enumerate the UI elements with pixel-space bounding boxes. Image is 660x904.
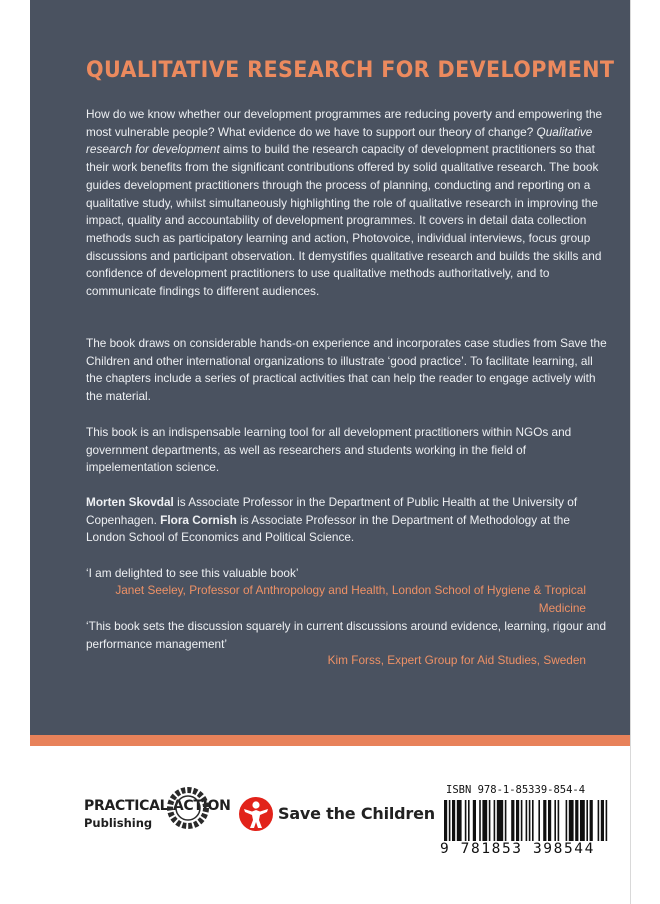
practical-action-publishing-logo: [84, 786, 231, 842]
blurb-paragraph-2: The book draws on considerable hands-on experience and incorporates case studies from Save the Children and other international organizations to illustrate ‘good practice’. To facilitate learning, all the chapters include a series of practical activities that can help the reader to engage actively with the material.: [86, 336, 607, 404]
publisher-subname: Publishing: [84, 816, 153, 830]
author-2-bio: is Associate Professor in the Department of Methodology at the London School of Economics and Political Science.: [86, 512, 570, 545]
author-1-bio: is Associate Professor in the Department of Public Health at the University of Copenhagen.: [86, 495, 578, 527]
endorsement-attribution-2: Kim Forss, Expert Group for Aid Studies, Sweden: [327, 653, 586, 667]
author-bios: [86, 494, 608, 547]
blurb-p1-text-a: How do we know whether our development programmes are reducing poverty and empowering the most vulnerable people? What evidence do we have to support our theory of change?: [86, 107, 603, 139]
author-2-name: Flora Cornish: [160, 512, 237, 527]
blurb-p1-text-b: aims to build the research capacity of development practitioners so that their work benefits from the significant contributions offered by solid qualitative research. The book guides development practitioners through the process of planning, conducting and reporting on a qualitative study, whilst simultaneously highlighting the role of qualitative research in improving the impact, quality and accountability of development programmes. It covers in detail data collection methods such as participatory learning and action, Photovoice, individual interviews, focus group discussions and participant observation. It demystifies qualitative research and builds the skills and confidence of development practitioners to use qualitative methods authoritatively, and to communicate findings to different audiences.: [86, 142, 602, 299]
save-the-children-logo: [238, 796, 435, 836]
gear-ring-icon: [166, 786, 210, 830]
blurb-p1-book-title: Qualitative research for development: [86, 124, 593, 157]
endorsement-quote-2: ‘This book sets the discussion squarely in current discussions around evidence, learning, rigour and performance management’: [86, 619, 607, 651]
barcode-digits: 9 781853 398544: [440, 841, 618, 857]
author-1-name: Morten Skovdal: [86, 495, 174, 509]
blurb-paragraph-1: [86, 106, 608, 301]
partner-name: Save the Children: [278, 804, 435, 823]
publisher-name: PRACTICAL ACTION: [84, 798, 231, 814]
blurb-paragraph-3: This book is an indispensable learning tool for all development practitioners within NGOs and government departments, as well as researchers and students working in the field of impelementation science.: [86, 425, 572, 475]
child-figure-icon: [238, 796, 274, 832]
book-title: QUALITATIVE RESEARCH FOR DEVELOPMENT: [86, 58, 615, 83]
barcode-bars: [440, 800, 616, 844]
isbn-label: ISBN 978-1-85339-854-4: [446, 784, 586, 796]
page-edge: [630, 0, 631, 904]
isbn-barcode: [440, 784, 618, 860]
accent-band: [30, 735, 630, 746]
endorsement-attribution-1: Janet Seeley, Professor of Anthropology and Health, London School of Hygiene & Tropical Medicine: [115, 583, 586, 615]
endorsement-quote-1: ‘I am delighted to see this valuable book’: [86, 566, 299, 580]
